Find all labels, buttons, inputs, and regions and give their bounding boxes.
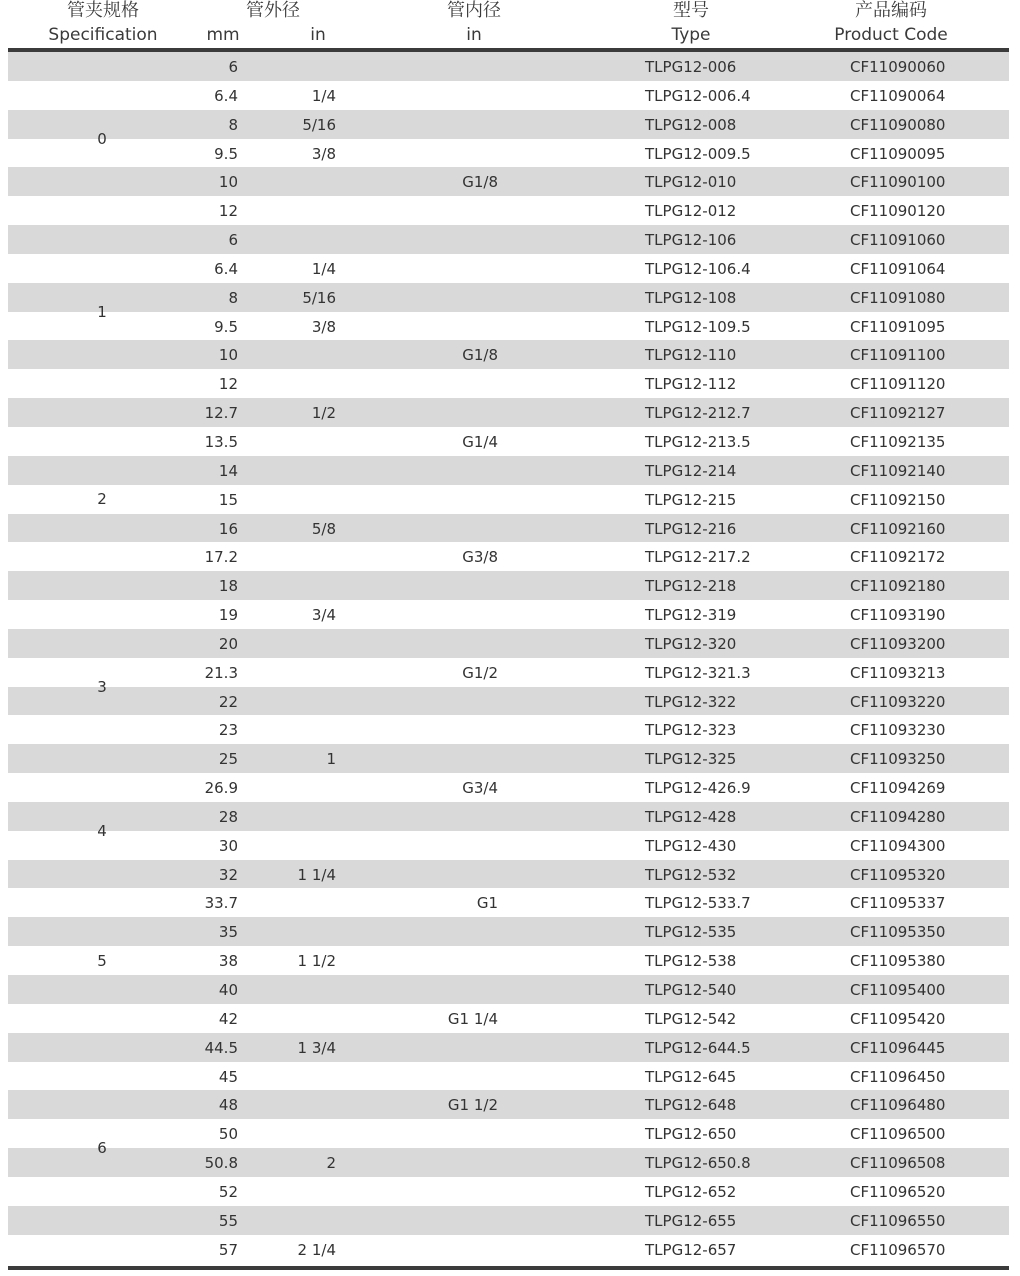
cell-inner-in — [418, 369, 498, 398]
cell-outer-in — [258, 1062, 336, 1091]
cell-type: TLPG12-109.5 — [645, 317, 751, 336]
cell-inner-in — [418, 946, 498, 975]
cell-type: TLPG12-532 — [645, 865, 737, 884]
table-row — [8, 860, 1009, 889]
table-row — [8, 312, 1009, 341]
cell-outer-in: 2 — [326, 1154, 336, 1173]
cell-product-code: CF11091060 — [850, 231, 946, 250]
cell-inner-in — [418, 485, 498, 514]
cell-outer-in — [258, 485, 336, 514]
cell-inner-in — [418, 975, 498, 1004]
table-row — [8, 1004, 1009, 1033]
cell-outer-in — [258, 1119, 336, 1148]
cell-outer-in: 1/4 — [311, 86, 336, 105]
table-row — [8, 831, 1009, 860]
cell-inner-in — [418, 831, 498, 860]
cell-product-code: CF11093220 — [850, 692, 946, 711]
cell-type: TLPG12-430 — [645, 836, 737, 855]
cell-outer-mm: 38 — [218, 952, 238, 971]
header-inner-in: in — [466, 25, 482, 45]
cell-product-code: CF11092180 — [850, 577, 946, 596]
cell-outer-mm: 52 — [218, 1182, 238, 1201]
cell-type: TLPG12-655 — [645, 1211, 737, 1230]
cell-product-code: CF11093230 — [850, 721, 946, 740]
cell-outer-mm: 9.5 — [214, 317, 238, 336]
cell-inner-in — [418, 110, 498, 139]
cell-type: TLPG12-214 — [645, 461, 737, 480]
cell-outer-mm: 45 — [218, 1067, 238, 1086]
cell-inner-in: G3/8 — [462, 548, 498, 567]
cell-outer-in — [258, 773, 336, 802]
cell-product-code: CF11090100 — [850, 173, 946, 192]
cell-inner-in: G1 1/2 — [447, 1096, 498, 1115]
cell-outer-mm: 15 — [218, 490, 238, 509]
cell-outer-mm: 10 — [218, 173, 238, 192]
cell-outer-mm: 6 — [228, 231, 238, 250]
header-outer-mm: mm — [206, 25, 240, 45]
cell-product-code: CF11096445 — [850, 1038, 946, 1057]
cell-type: TLPG12-322 — [645, 692, 737, 711]
cell-type: TLPG12-320 — [645, 634, 737, 653]
cell-outer-mm: 10 — [218, 346, 238, 365]
cell-inner-in — [418, 715, 498, 744]
cell-outer-in — [258, 888, 336, 917]
cell-type: TLPG12-652 — [645, 1182, 737, 1201]
cell-product-code: CF11096450 — [850, 1067, 946, 1086]
cell-inner-in — [418, 600, 498, 629]
cell-inner-in: G1/8 — [462, 173, 498, 192]
cell-outer-in — [258, 831, 336, 860]
spec-group-label: 1 — [97, 302, 107, 321]
cell-outer-mm: 22 — [218, 692, 238, 711]
cell-type: TLPG12-216 — [645, 519, 737, 538]
cell-type: TLPG12-009.5 — [645, 144, 751, 163]
cell-type: TLPG12-106 — [645, 231, 737, 250]
cell-outer-mm: 6.4 — [214, 259, 238, 278]
spec-group-label: 5 — [97, 951, 107, 970]
footer-rule — [8, 1266, 1009, 1270]
cell-outer-mm: 12 — [218, 375, 238, 394]
cell-type: TLPG12-010 — [645, 173, 737, 192]
spec-group-label: 2 — [97, 490, 107, 509]
header-code-en: Product Code — [834, 25, 948, 45]
cell-outer-in — [258, 917, 336, 946]
spec-table — [8, 0, 1009, 1276]
cell-outer-mm: 16 — [218, 519, 238, 538]
cell-type: TLPG12-006 — [645, 58, 737, 76]
table-row — [8, 139, 1009, 168]
table-row — [8, 514, 1009, 543]
cell-product-code: CF11096550 — [850, 1211, 946, 1230]
cell-outer-in: 1 3/4 — [297, 1038, 336, 1057]
cell-outer-in — [258, 629, 336, 658]
table-row — [8, 485, 1009, 514]
cell-outer-in — [258, 196, 336, 225]
cell-product-code: CF11091064 — [850, 259, 946, 278]
cell-inner-in — [418, 1206, 498, 1235]
cell-type: TLPG12-535 — [645, 923, 737, 942]
table-row — [8, 744, 1009, 773]
cell-type: TLPG12-215 — [645, 490, 737, 509]
cell-product-code: CF11091095 — [850, 317, 946, 336]
cell-product-code: CF11091080 — [850, 288, 946, 307]
cell-type: TLPG12-538 — [645, 952, 737, 971]
cell-outer-mm: 19 — [218, 606, 238, 625]
cell-type: TLPG12-006.4 — [645, 86, 751, 105]
cell-outer-in — [258, 1090, 336, 1119]
cell-inner-in: G1 1/4 — [447, 1009, 498, 1028]
table-row — [8, 398, 1009, 427]
cell-inner-in — [418, 225, 498, 254]
cell-inner-in — [418, 1033, 498, 1062]
cell-type: TLPG12-657 — [645, 1240, 737, 1259]
table-row — [8, 629, 1009, 658]
table-row — [8, 254, 1009, 283]
cell-inner-in — [418, 196, 498, 225]
cell-inner-in — [418, 1148, 498, 1177]
cell-outer-in — [258, 167, 336, 196]
cell-outer-in: 5/16 — [302, 288, 336, 307]
cell-outer-mm: 50.8 — [204, 1154, 238, 1173]
cell-inner-in — [418, 254, 498, 283]
cell-type: TLPG12-110 — [645, 346, 737, 365]
cell-product-code: CF11095400 — [850, 981, 946, 999]
cell-outer-in: 2 1/4 — [297, 1240, 336, 1259]
cell-product-code: CF11090064 — [850, 86, 946, 105]
cell-outer-in — [258, 975, 336, 1004]
table-row — [8, 571, 1009, 600]
cell-outer-in — [258, 225, 336, 254]
cell-type: TLPG12-426.9 — [645, 779, 751, 798]
cell-outer-mm: 18 — [218, 577, 238, 596]
cell-type: TLPG12-108 — [645, 288, 737, 307]
cell-outer-in — [258, 1206, 336, 1235]
cell-inner-in — [418, 1119, 498, 1148]
cell-outer-mm: 20 — [218, 634, 238, 653]
cell-product-code: CF11094280 — [850, 807, 946, 826]
cell-type: TLPG12-008 — [645, 115, 737, 134]
cell-product-code: CF11092172 — [850, 548, 946, 567]
table-row — [8, 1235, 1009, 1264]
cell-outer-in: 3/8 — [311, 144, 336, 163]
table-row — [8, 715, 1009, 744]
table-row — [8, 1090, 1009, 1119]
cell-inner-in: G1/4 — [462, 432, 498, 451]
cell-type: TLPG12-533.7 — [645, 894, 751, 913]
table-row — [8, 369, 1009, 398]
cell-inner-in — [418, 52, 498, 81]
table-row — [8, 946, 1009, 975]
table-row — [8, 917, 1009, 946]
cell-product-code: CF11091120 — [850, 375, 946, 394]
table-row — [8, 1177, 1009, 1206]
cell-inner-in: G1/2 — [462, 663, 498, 682]
table-row — [8, 1119, 1009, 1148]
cell-product-code: CF11092140 — [850, 461, 946, 480]
header-spec-cn: 管夹规格 — [67, 0, 139, 21]
cell-outer-mm: 44.5 — [204, 1038, 238, 1057]
cell-outer-in — [258, 456, 336, 485]
cell-type: TLPG12-645 — [645, 1067, 737, 1086]
cell-product-code: CF11093200 — [850, 634, 946, 653]
cell-inner-in — [418, 687, 498, 716]
cell-outer-mm: 21.3 — [204, 663, 238, 682]
cell-type: TLPG12-218 — [645, 577, 737, 596]
cell-product-code: CF11095320 — [850, 865, 946, 884]
table-row — [8, 283, 1009, 312]
cell-outer-in — [258, 571, 336, 600]
cell-product-code: CF11096520 — [850, 1182, 946, 1201]
cell-inner-in — [418, 81, 498, 110]
cell-inner-in — [418, 860, 498, 889]
cell-outer-mm: 17.2 — [204, 548, 238, 567]
cell-type: TLPG12-213.5 — [645, 432, 751, 451]
cell-outer-in — [258, 802, 336, 831]
table-row — [8, 802, 1009, 831]
cell-inner-in — [418, 312, 498, 341]
table-row — [8, 196, 1009, 225]
cell-outer-mm: 14 — [218, 461, 238, 480]
cell-inner-in: G1 — [476, 894, 498, 913]
cell-outer-in: 5/8 — [311, 519, 336, 538]
cell-product-code: CF11096570 — [850, 1240, 946, 1259]
cell-inner-in — [418, 629, 498, 658]
cell-outer-mm: 26.9 — [204, 779, 238, 798]
cell-outer-mm: 40 — [218, 981, 238, 999]
cell-outer-in: 3/4 — [311, 606, 336, 625]
cell-type: TLPG12-212.7 — [645, 404, 751, 423]
table-row — [8, 975, 1009, 1004]
cell-type: TLPG12-542 — [645, 1009, 737, 1028]
cell-outer-in — [258, 340, 336, 369]
cell-type: TLPG12-644.5 — [645, 1038, 751, 1057]
cell-inner-in — [418, 1062, 498, 1091]
cell-outer-in: 1/4 — [311, 259, 336, 278]
cell-outer-in — [258, 687, 336, 716]
cell-outer-mm: 13.5 — [204, 432, 238, 451]
table-row — [8, 1148, 1009, 1177]
table-row — [8, 687, 1009, 716]
cell-type: TLPG12-106.4 — [645, 259, 751, 278]
cell-outer-mm: 9.5 — [214, 144, 238, 163]
table-row — [8, 1033, 1009, 1062]
header-type-cn: 型号 — [673, 0, 709, 21]
cell-inner-in — [418, 1177, 498, 1206]
cell-outer-in: 1/2 — [311, 404, 336, 423]
cell-type: TLPG12-217.2 — [645, 548, 751, 567]
table-row — [8, 110, 1009, 139]
cell-outer-mm: 32 — [218, 865, 238, 884]
cell-inner-in: G3/4 — [462, 779, 498, 798]
table-row — [8, 167, 1009, 196]
cell-product-code: CF11096508 — [850, 1154, 946, 1173]
cell-inner-in — [418, 802, 498, 831]
cell-outer-mm: 55 — [218, 1211, 238, 1230]
header-outer-cn: 管外径 — [246, 0, 300, 21]
cell-inner-in — [418, 917, 498, 946]
cell-type: TLPG12-319 — [645, 606, 737, 625]
cell-outer-mm: 30 — [218, 836, 238, 855]
cell-product-code: CF11091100 — [850, 346, 946, 365]
cell-type: TLPG12-428 — [645, 807, 737, 826]
cell-outer-mm: 23 — [218, 721, 238, 740]
header-spec-en: Specification — [48, 25, 158, 45]
cell-product-code: CF11090080 — [850, 115, 946, 134]
table-header — [8, 0, 1009, 48]
cell-type: TLPG12-012 — [645, 202, 737, 221]
cell-outer-mm: 6.4 — [214, 86, 238, 105]
table-row — [8, 658, 1009, 687]
cell-outer-mm: 57 — [218, 1240, 238, 1259]
header-type-en: Type — [671, 25, 711, 45]
cell-product-code: CF11094300 — [850, 836, 946, 855]
cell-type: TLPG12-325 — [645, 750, 737, 769]
cell-product-code: CF11095350 — [850, 923, 946, 942]
cell-product-code: CF11090120 — [850, 202, 946, 221]
header-inner-cn: 管内径 — [447, 0, 501, 21]
cell-inner-in — [418, 283, 498, 312]
cell-outer-mm: 25 — [218, 750, 238, 769]
cell-outer-mm: 12.7 — [204, 404, 238, 423]
cell-inner-in — [418, 398, 498, 427]
cell-outer-mm: 8 — [228, 115, 238, 134]
cell-outer-mm: 35 — [218, 923, 238, 942]
header-outer-in: in — [310, 25, 326, 45]
cell-outer-mm: 28 — [218, 807, 238, 826]
cell-outer-mm: 48 — [218, 1096, 238, 1115]
cell-outer-in — [258, 658, 336, 687]
table-row — [8, 1206, 1009, 1235]
cell-product-code: CF11092127 — [850, 404, 946, 423]
cell-outer-in: 1 1/4 — [297, 865, 336, 884]
spec-group-label: 3 — [97, 677, 107, 696]
cell-type: TLPG12-323 — [645, 721, 737, 740]
cell-type: TLPG12-540 — [645, 981, 737, 999]
cell-product-code: CF11095380 — [850, 952, 946, 971]
cell-product-code: CF11090060 — [850, 58, 946, 76]
table-row — [8, 600, 1009, 629]
cell-outer-in — [258, 1177, 336, 1206]
table-row — [8, 456, 1009, 485]
cell-type: TLPG12-648 — [645, 1096, 737, 1115]
table-row — [8, 1062, 1009, 1091]
cell-product-code: CF11092150 — [850, 490, 946, 509]
cell-outer-mm: 6 — [228, 58, 238, 76]
header-code-cn: 产品编码 — [855, 0, 927, 21]
cell-inner-in — [418, 139, 498, 168]
cell-product-code: CF11092135 — [850, 432, 946, 451]
cell-inner-in — [418, 1235, 498, 1264]
cell-outer-in — [258, 369, 336, 398]
table-row — [8, 773, 1009, 802]
table-row — [8, 340, 1009, 369]
table-row — [8, 52, 1009, 81]
table-row — [8, 542, 1009, 571]
cell-type: TLPG12-321.3 — [645, 663, 751, 682]
cell-product-code: CF11093190 — [850, 606, 946, 625]
cell-outer-in — [258, 715, 336, 744]
cell-outer-mm: 42 — [218, 1009, 238, 1028]
cell-product-code: CF11094269 — [850, 779, 946, 798]
table-body — [8, 52, 1009, 1263]
spec-group-label: 0 — [97, 129, 107, 148]
table-row — [8, 81, 1009, 110]
spec-group-label: 6 — [97, 1139, 107, 1158]
cell-outer-mm: 8 — [228, 288, 238, 307]
cell-outer-mm: 12 — [218, 202, 238, 221]
cell-outer-in — [258, 427, 336, 456]
cell-outer-in: 5/16 — [302, 115, 336, 134]
cell-outer-mm: 33.7 — [204, 894, 238, 913]
cell-outer-in: 1 — [326, 750, 336, 769]
cell-inner-in — [418, 514, 498, 543]
cell-outer-in — [258, 52, 336, 81]
cell-outer-in — [258, 542, 336, 571]
cell-product-code: CF11092160 — [850, 519, 946, 538]
cell-product-code: CF11096500 — [850, 1125, 946, 1144]
cell-product-code: CF11095420 — [850, 1009, 946, 1028]
cell-product-code: CF11093213 — [850, 663, 946, 682]
cell-outer-mm: 50 — [218, 1125, 238, 1144]
cell-type: TLPG12-650 — [645, 1125, 737, 1144]
cell-outer-in: 3/8 — [311, 317, 336, 336]
cell-inner-in — [418, 571, 498, 600]
cell-outer-in — [258, 1004, 336, 1033]
table-row — [8, 225, 1009, 254]
cell-type: TLPG12-650.8 — [645, 1154, 751, 1173]
cell-inner-in — [418, 744, 498, 773]
cell-product-code: CF11093250 — [850, 750, 946, 769]
cell-product-code: CF11090095 — [850, 144, 946, 163]
spec-group-label: 4 — [97, 821, 107, 840]
cell-product-code: CF11096480 — [850, 1096, 946, 1115]
cell-inner-in — [418, 456, 498, 485]
table-row — [8, 427, 1009, 456]
table-row — [8, 888, 1009, 917]
cell-outer-in: 1 1/2 — [297, 952, 336, 971]
cell-inner-in: G1/8 — [462, 346, 498, 365]
cell-type: TLPG12-112 — [645, 375, 737, 394]
cell-product-code: CF11095337 — [850, 894, 946, 913]
